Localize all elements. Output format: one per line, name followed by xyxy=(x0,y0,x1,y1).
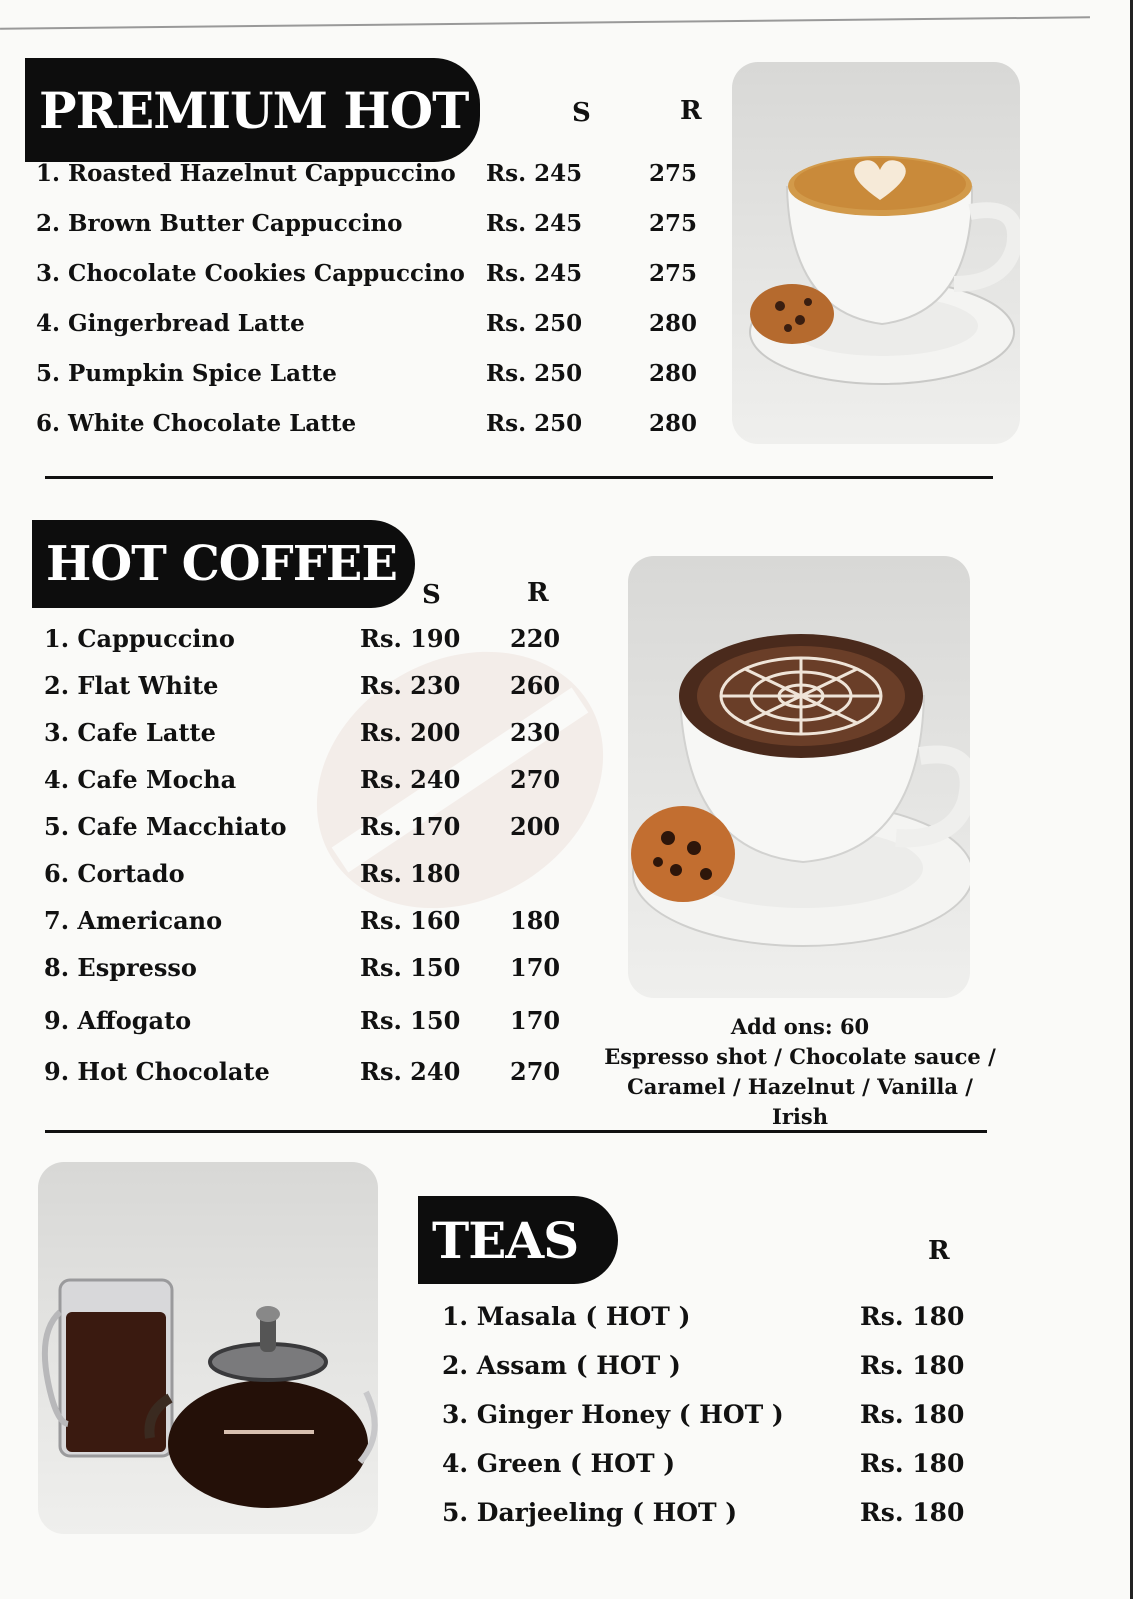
cappuccino-cookie-photo xyxy=(732,62,1020,444)
item-name: 5. Cafe Macchiato xyxy=(44,812,287,841)
tea-item-row xyxy=(442,1498,982,1547)
item-price-r: 280 xyxy=(649,360,698,387)
tea-glass-pot-photo xyxy=(38,1162,378,1534)
top-edge-line xyxy=(0,16,1090,29)
addons-line1: Espresso shot / Chocolate sauce / xyxy=(604,1044,996,1069)
premium-item-row xyxy=(36,210,716,260)
item-price-r: 170 xyxy=(510,953,561,982)
item-price-r: Rs. 180 xyxy=(860,1449,965,1478)
item-price-s: Rs. 150 xyxy=(360,953,461,982)
item-name: 6. White Chocolate Latte xyxy=(36,410,357,437)
coffee-item-row xyxy=(44,624,584,671)
premium-hot-col-s: S xyxy=(572,98,591,128)
item-price-s: Rs. 245 xyxy=(486,160,583,187)
hot-coffee-col-s: S xyxy=(422,580,441,610)
premium-item-row xyxy=(36,260,716,310)
item-name: 3. Ginger Honey ( HOT ) xyxy=(442,1400,784,1429)
tea-item-row xyxy=(442,1351,982,1400)
tea-pot-icon xyxy=(38,1162,378,1534)
item-price-s: Rs. 245 xyxy=(486,260,583,287)
item-price-r: 270 xyxy=(510,1057,561,1086)
hot-coffee-title-text: HOT COFFEE xyxy=(46,536,397,592)
item-price-s: Rs. 250 xyxy=(486,360,583,387)
coffee-item-row xyxy=(44,906,584,953)
item-name: 9. Affogato xyxy=(44,1006,192,1035)
hot-coffee-col-r: R xyxy=(527,578,549,608)
item-price-s: Rs. 245 xyxy=(486,210,583,237)
item-name: 7. Americano xyxy=(44,906,223,935)
cappuccino-cup-icon xyxy=(732,62,1020,444)
item-price-s: Rs. 200 xyxy=(360,718,461,747)
tea-item-row xyxy=(442,1449,982,1498)
teas-col-r: R xyxy=(928,1236,950,1266)
item-name: 8. Espresso xyxy=(44,953,197,982)
premium-hot-col-r: R xyxy=(680,96,702,126)
item-name: 3. Cafe Latte xyxy=(44,718,216,747)
item-name: 4. Cafe Mocha xyxy=(44,765,237,794)
item-price-s: Rs. 170 xyxy=(360,812,461,841)
coffee-item-row xyxy=(44,812,584,859)
tea-item-row xyxy=(442,1302,982,1351)
item-price-s: Rs. 150 xyxy=(360,1006,461,1035)
item-name: 9. Hot Chocolate xyxy=(44,1057,270,1086)
premium-hot-title xyxy=(25,58,480,162)
item-price-r: 260 xyxy=(510,671,561,700)
mocha-cookie-photo xyxy=(628,556,970,998)
item-name: 2. Brown Butter Cappuccino xyxy=(36,210,403,237)
addons-block xyxy=(600,1012,1000,1132)
item-price-r: 280 xyxy=(649,410,698,437)
item-price-r: 170 xyxy=(510,1006,561,1035)
item-price-r: 220 xyxy=(510,624,561,653)
item-price-s: Rs. 230 xyxy=(360,671,461,700)
premium-item-row xyxy=(36,160,716,210)
tea-item-row xyxy=(442,1400,982,1449)
item-price-r: 275 xyxy=(649,160,698,187)
item-price-r: Rs. 180 xyxy=(860,1351,965,1380)
coffee-item-row xyxy=(44,671,584,718)
coffee-item-row xyxy=(44,859,584,906)
coffee-item-row xyxy=(44,765,584,812)
item-price-r: Rs. 180 xyxy=(860,1498,965,1527)
item-name: 4. Gingerbread Latte xyxy=(36,310,305,337)
item-name: 6. Cortado xyxy=(44,859,185,888)
item-price-r: 275 xyxy=(649,210,698,237)
addons-line2: Caramel / Hazelnut / Vanilla / Irish xyxy=(627,1074,973,1129)
coffee-item-row xyxy=(44,1006,584,1053)
teas-title-text: TEAS xyxy=(432,1210,579,1270)
mocha-cup-icon xyxy=(628,556,970,998)
teas-title xyxy=(418,1196,618,1284)
item-name: 1. Roasted Hazelnut Cappuccino xyxy=(36,160,456,187)
item-price-r: 200 xyxy=(510,812,561,841)
item-name: 5. Pumpkin Spice Latte xyxy=(36,360,337,387)
premium-item-row xyxy=(36,360,716,410)
item-name: 5. Darjeeling ( HOT ) xyxy=(442,1498,738,1527)
item-price-s: Rs. 250 xyxy=(486,410,583,437)
item-price-s: Rs. 240 xyxy=(360,765,461,794)
item-price-s: Rs. 240 xyxy=(360,1057,461,1086)
premium-item-row xyxy=(36,310,716,360)
coffee-item-row xyxy=(44,953,584,1000)
item-price-r: Rs. 180 xyxy=(860,1302,965,1331)
item-price-s: Rs. 180 xyxy=(360,859,461,888)
divider-1 xyxy=(45,476,993,479)
item-name: 1. Masala ( HOT ) xyxy=(442,1302,691,1331)
item-name: 3. Chocolate Cookies Cappuccino xyxy=(36,260,465,287)
item-name: 2. Flat White xyxy=(44,671,219,700)
hot-coffee-title xyxy=(32,520,415,608)
item-name: 4. Green ( HOT ) xyxy=(442,1449,676,1478)
item-price-s: Rs. 190 xyxy=(360,624,461,653)
item-name: 2. Assam ( HOT ) xyxy=(442,1351,681,1380)
premium-item-row xyxy=(36,410,716,460)
coffee-item-row xyxy=(44,718,584,765)
premium-hot-title-text: PREMIUM HOT xyxy=(39,80,469,140)
item-price-r: 270 xyxy=(510,765,561,794)
item-price-s: Rs. 160 xyxy=(360,906,461,935)
item-price-r: 230 xyxy=(510,718,561,747)
item-price-s: Rs. 250 xyxy=(486,310,583,337)
addons-title: Add ons: 60 xyxy=(730,1014,870,1039)
coffee-item-row xyxy=(44,1057,584,1104)
item-price-r: 280 xyxy=(649,310,698,337)
item-name: 1. Cappuccino xyxy=(44,624,235,653)
item-price-r: 275 xyxy=(649,260,698,287)
item-price-r: Rs. 180 xyxy=(860,1400,965,1429)
item-price-r: 180 xyxy=(510,906,561,935)
divider-2 xyxy=(45,1130,987,1133)
